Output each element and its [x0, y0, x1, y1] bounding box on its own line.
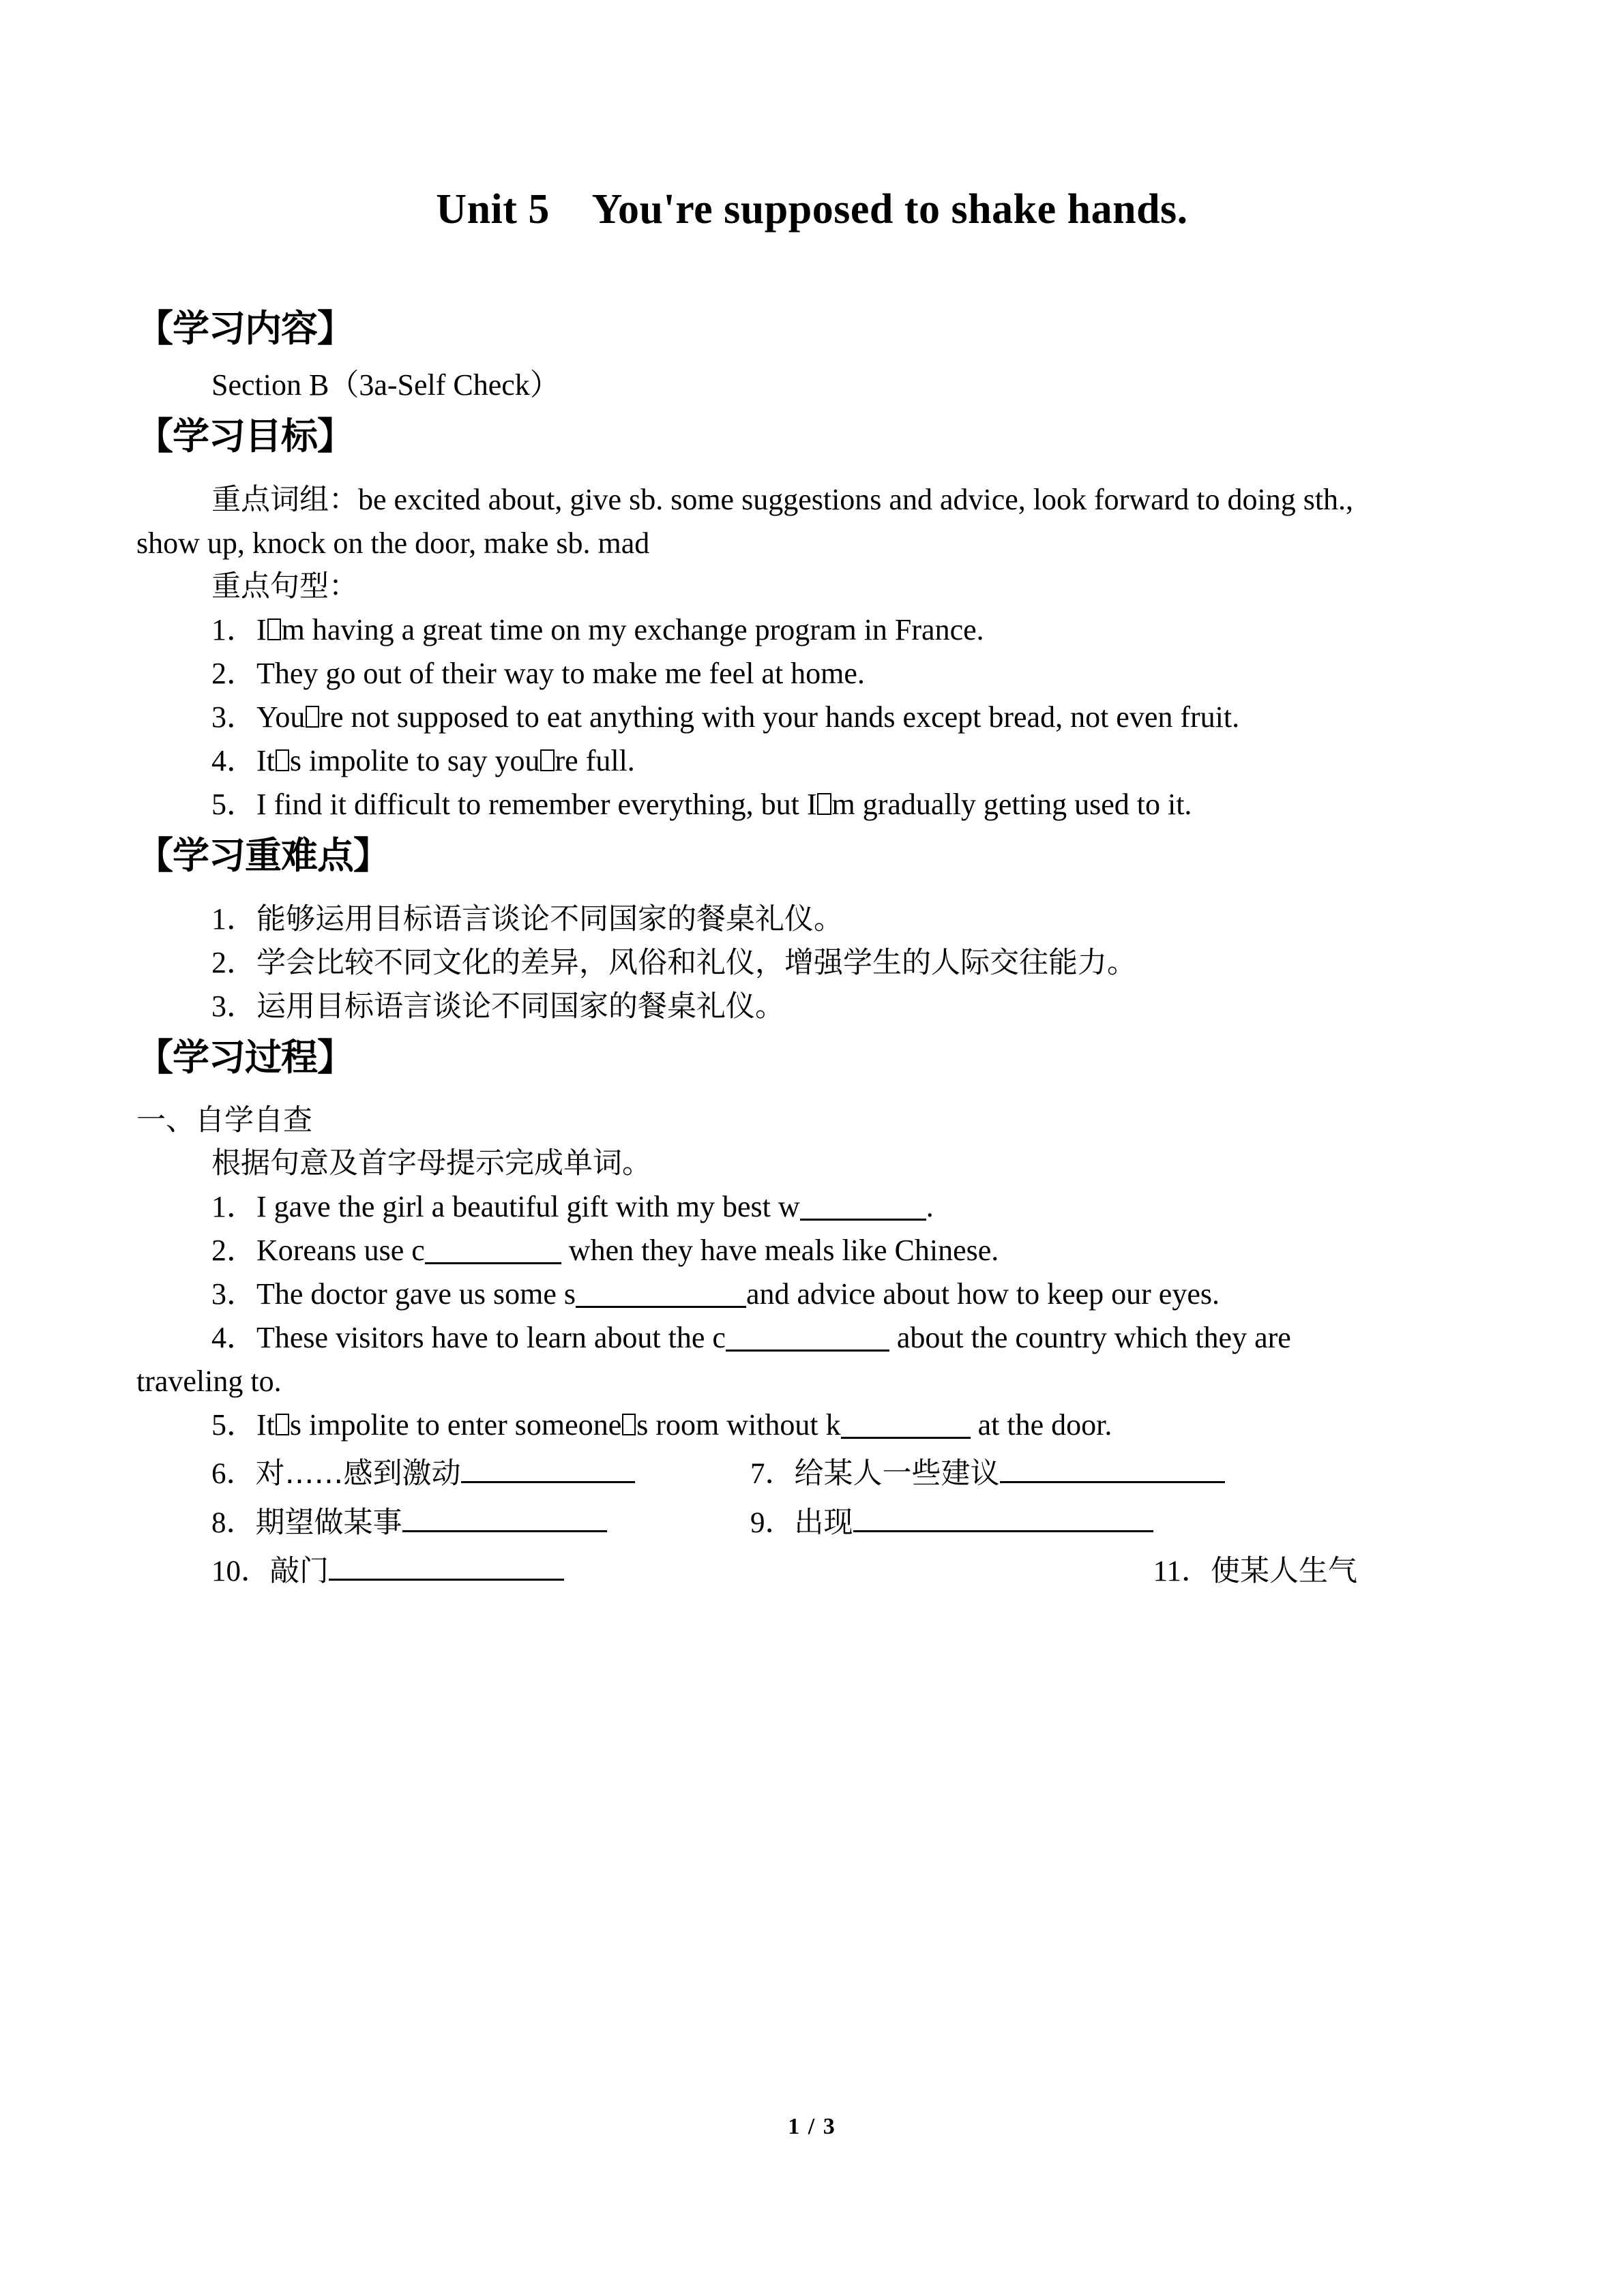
exercise-4-number: 4．	[211, 1321, 256, 1354]
pattern-2-text: They go out of their way to make me feel at home.	[256, 657, 865, 690]
phrase-item-11	[750, 1554, 1357, 1589]
exercise-item-5	[136, 1410, 1357, 1440]
pattern-item-5	[136, 790, 1357, 820]
exercise-4-continuation: traveling to.	[136, 1365, 282, 1398]
exercise-4-post: about the country which they are	[889, 1321, 1291, 1354]
pattern-1-post: m having a great time on my exchange program in France.	[281, 613, 984, 646]
apostrophe-tofu-icon	[267, 618, 281, 640]
pattern-4-number: 4．	[211, 744, 256, 777]
pattern-4-mid: s impolite to say you	[289, 744, 540, 777]
apostrophe-tofu-icon	[540, 749, 554, 771]
phrase-6-number: 6．	[211, 1458, 256, 1491]
exercise-1-pre: I gave the girl a beautiful gift with my best w	[256, 1190, 800, 1223]
key-point-2-number: 2．	[211, 946, 256, 979]
exercise-5-post: at the door.	[970, 1408, 1112, 1442]
phrase-item-8	[211, 1505, 750, 1540]
page-footer: 1 / 3	[788, 2114, 836, 2139]
phrase-11-text: 使某人生气	[1211, 1554, 1357, 1589]
pattern-4-pre: It	[256, 744, 275, 777]
exercise-5-pre: It	[256, 1408, 275, 1442]
exercise-1-post: .	[926, 1190, 934, 1223]
key-point-2-text: 学会比较不同文化的差异，风俗和礼仪，增强学生的人际交往能力。	[256, 946, 1136, 980]
exercise-5-mid2: s room without k	[636, 1408, 841, 1442]
apostrophe-tofu-icon	[622, 1414, 636, 1435]
section-content-body: Section B（3a-Self Check）	[211, 368, 560, 402]
key-point-item-1	[136, 904, 1357, 934]
exercise-5-blank[interactable]	[841, 1413, 971, 1439]
apostrophe-tofu-icon	[276, 1414, 289, 1435]
apostrophe-tofu-icon	[817, 793, 831, 815]
exercise-2-post: when they have meals like Chinese.	[561, 1234, 999, 1267]
key-point-item-3	[136, 989, 1357, 1024]
phrase-item-7	[750, 1458, 1357, 1489]
key-point-3-number: 3．	[211, 989, 256, 1023]
exercise-2-number: 2．	[211, 1234, 256, 1267]
phrase-8-number: 8．	[211, 1506, 256, 1539]
key-phrases-line-1	[136, 485, 1357, 515]
key-patterns-label: 重点句型：	[211, 569, 358, 603]
pattern-5-pre: I find it difficult to remember everything, but I	[256, 788, 817, 821]
phrase-6-blank[interactable]	[461, 1458, 635, 1483]
key-phrases-text-1: be excited about, give sb. some suggestions and advice, look forward to doing sth.,	[358, 483, 1354, 516]
subsection-self-study: 一、自学自查	[136, 1103, 312, 1137]
key-point-3-text: 运用目标语言谈论不同国家的餐桌礼仪。	[256, 989, 784, 1024]
pattern-1-number: 1．	[211, 613, 256, 646]
exercise-4-pre: These visitors have to learn about the c	[256, 1321, 726, 1354]
exercise-1-number: 1．	[211, 1190, 256, 1223]
exercise-instruction: 根据句意及首字母提示完成单词。	[211, 1146, 651, 1180]
exercise-5-number: 5．	[211, 1408, 256, 1442]
exercise-2-blank[interactable]	[425, 1238, 561, 1264]
document-body	[136, 234, 1357, 1589]
key-point-1-text: 能够运用目标语言谈论不同国家的餐桌礼仪。	[256, 902, 843, 936]
phrase-10-number: 10．	[211, 1555, 270, 1588]
exercise-item-4	[136, 1323, 1357, 1353]
phrase-8-blank[interactable]	[402, 1506, 607, 1532]
phrase-item-6	[211, 1458, 750, 1489]
phrase-row-8-9	[136, 1505, 1357, 1540]
pattern-3-pre: You	[256, 700, 306, 734]
exercise-item-3	[136, 1279, 1357, 1309]
key-phrases-line-2: show up, knock on the door, make sb. mad	[136, 526, 650, 560]
phrase-item-10	[211, 1554, 750, 1589]
section-heading-objectives: 【学习目标】	[136, 415, 353, 458]
exercise-3-pre: The doctor gave us some s	[256, 1277, 576, 1311]
pattern-1-pre: I	[256, 613, 267, 646]
section-heading-key-points: 【学习重难点】	[136, 834, 389, 877]
phrase-item-9	[750, 1505, 1357, 1540]
pattern-5-post: m gradually getting used to it.	[831, 788, 1192, 821]
phrase-9-text: 出现	[794, 1505, 853, 1540]
key-point-item-2	[136, 948, 1357, 978]
pattern-4-post: re full.	[555, 744, 635, 777]
key-phrases-label: 重点词组：	[211, 483, 358, 517]
pattern-item-3	[136, 702, 1357, 732]
exercise-item-2	[136, 1236, 1357, 1266]
pattern-2-number: 2．	[211, 657, 256, 690]
phrase-10-text: 敲门	[270, 1554, 329, 1589]
exercise-5-mid: s impolite to enter someone	[289, 1408, 622, 1442]
exercise-3-blank[interactable]	[576, 1282, 746, 1308]
exercise-3-number: 3．	[211, 1277, 256, 1311]
pattern-3-number: 3．	[211, 700, 256, 734]
phrase-11-number: 11．	[1153, 1555, 1211, 1588]
phrase-7-blank[interactable]	[1000, 1458, 1225, 1483]
apostrophe-tofu-icon	[276, 749, 289, 771]
phrase-7-text: 给某人一些建议	[794, 1457, 1000, 1491]
key-point-1-number: 1．	[211, 902, 256, 936]
phrase-7-number: 7．	[750, 1458, 795, 1491]
exercise-1-blank[interactable]	[800, 1195, 926, 1221]
section-heading-process: 【学习过程】	[136, 1036, 353, 1079]
exercise-item-1	[136, 1192, 1357, 1222]
pattern-item-2	[136, 659, 1357, 689]
phrase-9-number: 9．	[750, 1506, 795, 1539]
exercise-3-post: and advice about how to keep our eyes.	[746, 1277, 1220, 1311]
exercise-2-pre: Koreans use c	[256, 1234, 425, 1267]
pattern-item-4	[136, 746, 1357, 776]
exercise-4-blank[interactable]	[726, 1326, 889, 1352]
phrase-10-blank[interactable]	[329, 1555, 564, 1581]
phrase-row-10-11	[136, 1554, 1357, 1589]
phrase-8-text: 期望做某事	[255, 1505, 402, 1540]
phrase-6-text: 对……感到激动	[255, 1457, 461, 1491]
apostrophe-tofu-icon	[306, 706, 319, 728]
phrase-row-6-7	[136, 1458, 1357, 1489]
section-heading-content: 【学习内容】	[136, 307, 353, 350]
pattern-3-post: re not supposed to eat anything with your hands except bread, not even fruit.	[320, 700, 1240, 734]
pattern-item-1	[136, 615, 1357, 645]
page-title: Unit 5 You're supposed to shake hands.	[436, 186, 1188, 233]
phrase-9-blank[interactable]	[853, 1506, 1153, 1532]
pattern-5-number: 5．	[211, 788, 256, 821]
